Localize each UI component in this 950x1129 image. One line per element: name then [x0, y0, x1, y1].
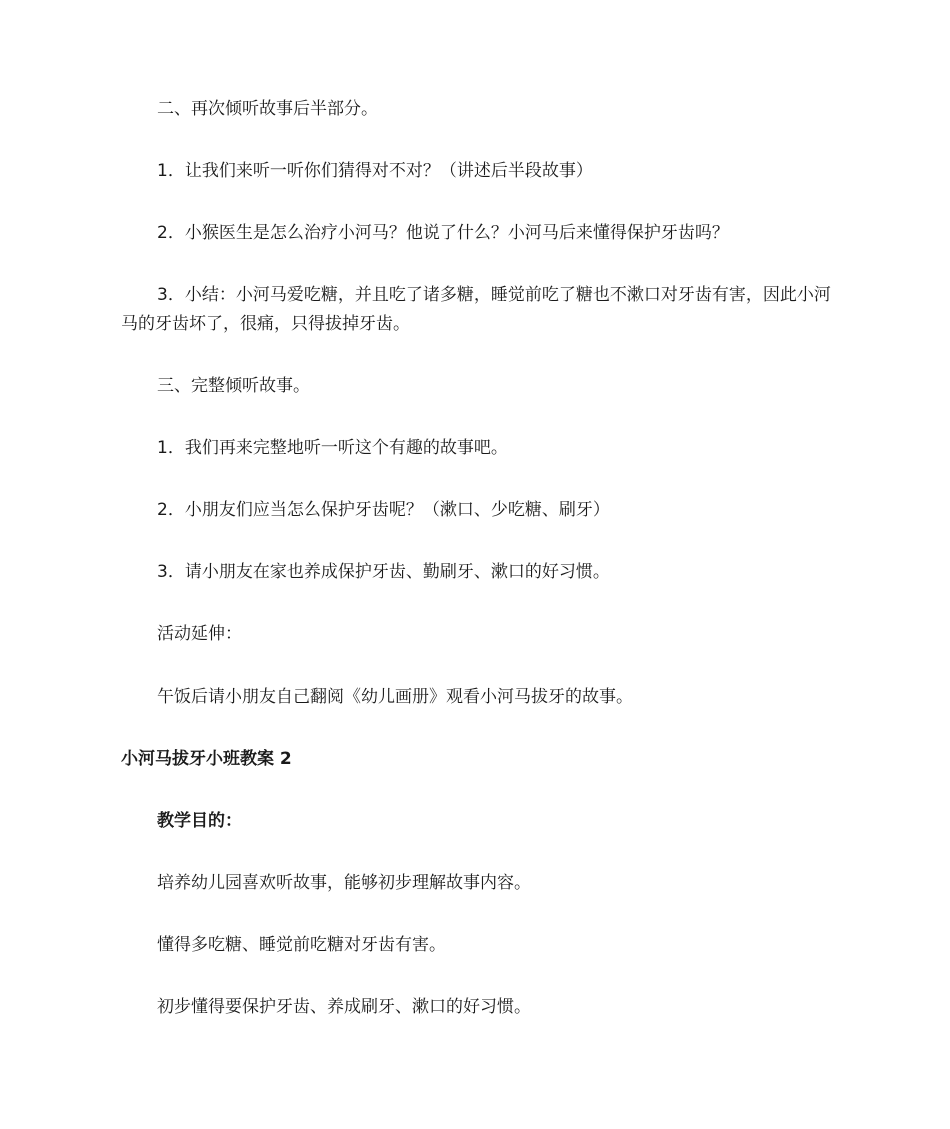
- paragraph-item: 2．小猴医生是怎么治疗小河马？他说了什么？小河马后来懂得保护牙齿吗？: [157, 223, 729, 243]
- subheading-teaching-goals: 教学目的：: [157, 811, 242, 831]
- paragraph-item: 1．让我们来听一听你们猜得对不对？（讲述后半段故事）: [157, 161, 593, 181]
- paragraph-item: 2．小朋友们应当怎么保护牙齿呢？（漱口、少吃糖、刷牙）: [157, 500, 610, 520]
- paragraph-summary: 3．小结：小河马爱吃糖，并且吃了诸多糖，睡觉前吃了糖也不漱口对牙齿有害，因此小河马的牙齿坏了，很痛，只得拔掉牙齿。: [121, 285, 831, 334]
- paragraph-section-2-heading: 二、再次倾听故事后半部分。: [157, 99, 378, 119]
- paragraph-activity-label: 活动延伸：: [157, 624, 242, 644]
- goal-item: 培养幼儿园喜欢听故事，能够初步理解故事内容。: [157, 873, 531, 893]
- goal-item: 初步懂得要保护牙齿、养成刷牙、漱口的好习惯。: [157, 997, 531, 1017]
- paragraph-item: 1．我们再来完整地听一听这个有趣的故事吧。: [157, 438, 508, 458]
- section-title: 小河马拔牙小班教案 2: [121, 749, 292, 769]
- paragraph-activity-text: 午饭后请小朋友自己翻阅《幼儿画册》观看小河马拔牙的故事。: [157, 687, 633, 707]
- paragraph-item: 3．请小朋友在家也养成保护牙齿、勤刷牙、漱口的好习惯。: [157, 562, 610, 582]
- goal-item: 懂得多吃糖、睡觉前吃糖对牙齿有害。: [157, 935, 446, 955]
- paragraph-section-3-heading: 三、完整倾听故事。: [157, 376, 310, 396]
